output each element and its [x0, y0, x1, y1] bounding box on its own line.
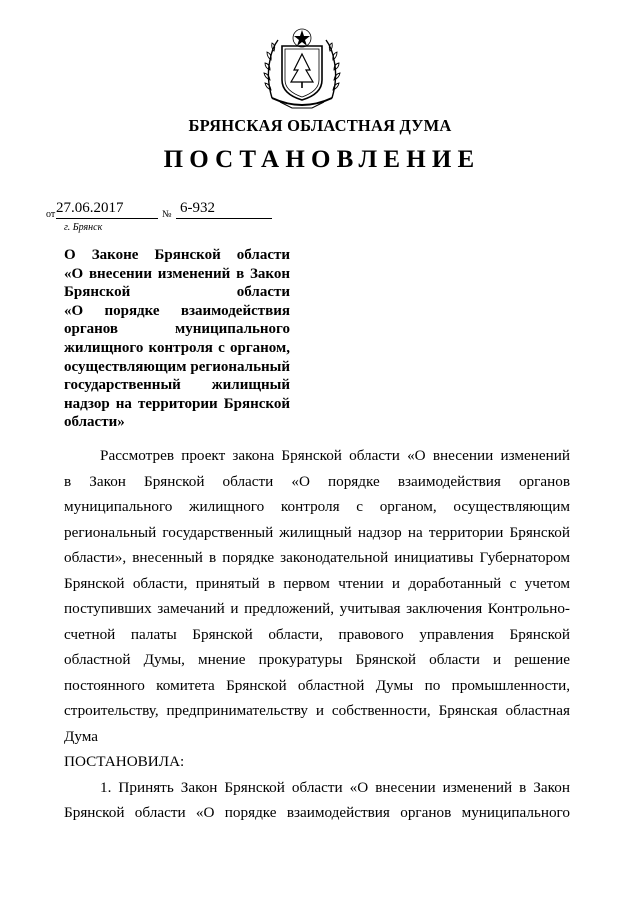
body-line: строительству, предпринимательству и собственности, Брянская областная: [64, 702, 570, 719]
city: г. Брянск: [64, 222, 103, 233]
body-line: счетной палаты Брянской области, правового управления Брянской: [64, 625, 570, 643]
body-line: постоянного комитета Брянской областной Думы по промышленности,: [64, 676, 570, 694]
body-line: Дума: [64, 727, 99, 745]
date-prefix: от: [46, 209, 56, 220]
subject-line: Брянской области: [64, 284, 290, 301]
document-subject: [64, 246, 290, 432]
subject-line: «О порядке взаимодействия: [64, 302, 290, 319]
body-line: поступивших замечаний и предложений, учитывая заключения Контрольно-: [64, 600, 570, 617]
document-number: 6-932: [180, 200, 215, 216]
date-underline: [56, 218, 158, 219]
subject-line: области»: [64, 414, 125, 431]
body-line: Брянской области, принятый в первом чтении и доработанный с учетом: [64, 574, 570, 592]
body-line: региональный государственный жилищный надзор на территории Брянской: [64, 523, 570, 541]
body-line: в Закон Брянской области «О порядке взаимодействия органов: [64, 472, 570, 490]
body-line: области», внесенный в порядке законодательной инициативы Губернатором: [64, 549, 570, 566]
subject-line: жилищного контроля с органом,: [64, 339, 290, 356]
subject-line: органов муниципального: [64, 321, 290, 338]
subject-line: О Законе Брянской области: [64, 247, 290, 263]
body-line: муниципального жилищного контроля с органом, осуществляющим: [64, 498, 570, 515]
subject-line: надзор на территории Брянской: [64, 395, 290, 412]
body-line: областной Думы, мнение прокуратуры Брянской области и решение: [64, 651, 570, 668]
document-date: 27.06.2017: [56, 200, 124, 216]
resolution-heading: ПОСТАНОВИЛА:: [64, 753, 185, 770]
body-line: Брянской области «О порядке взаимодействия органов муниципального: [64, 804, 570, 821]
coat-of-arms-icon: [262, 28, 342, 114]
number-prefix: №: [162, 209, 172, 220]
subject-line: государственный жилищный: [64, 377, 290, 394]
subject-line: «О внесении изменений в Закон: [64, 265, 290, 282]
document-title: ПОСТАНОВЛЕНИЕ: [163, 146, 481, 173]
number-underline: [176, 218, 272, 219]
body-line: 1. Принять Закон Брянской области «О внесении изменений в Закон: [100, 778, 570, 796]
organization-name: БРЯНСКАЯ ОБЛАСТНАЯ ДУМА: [188, 116, 452, 135]
dateline: [46, 200, 286, 224]
subject-line: осуществляющим региональный: [64, 358, 290, 375]
body-line: Рассмотрев проект закона Брянской области «О внесении изменений: [100, 447, 570, 464]
document-body: [64, 443, 570, 826]
